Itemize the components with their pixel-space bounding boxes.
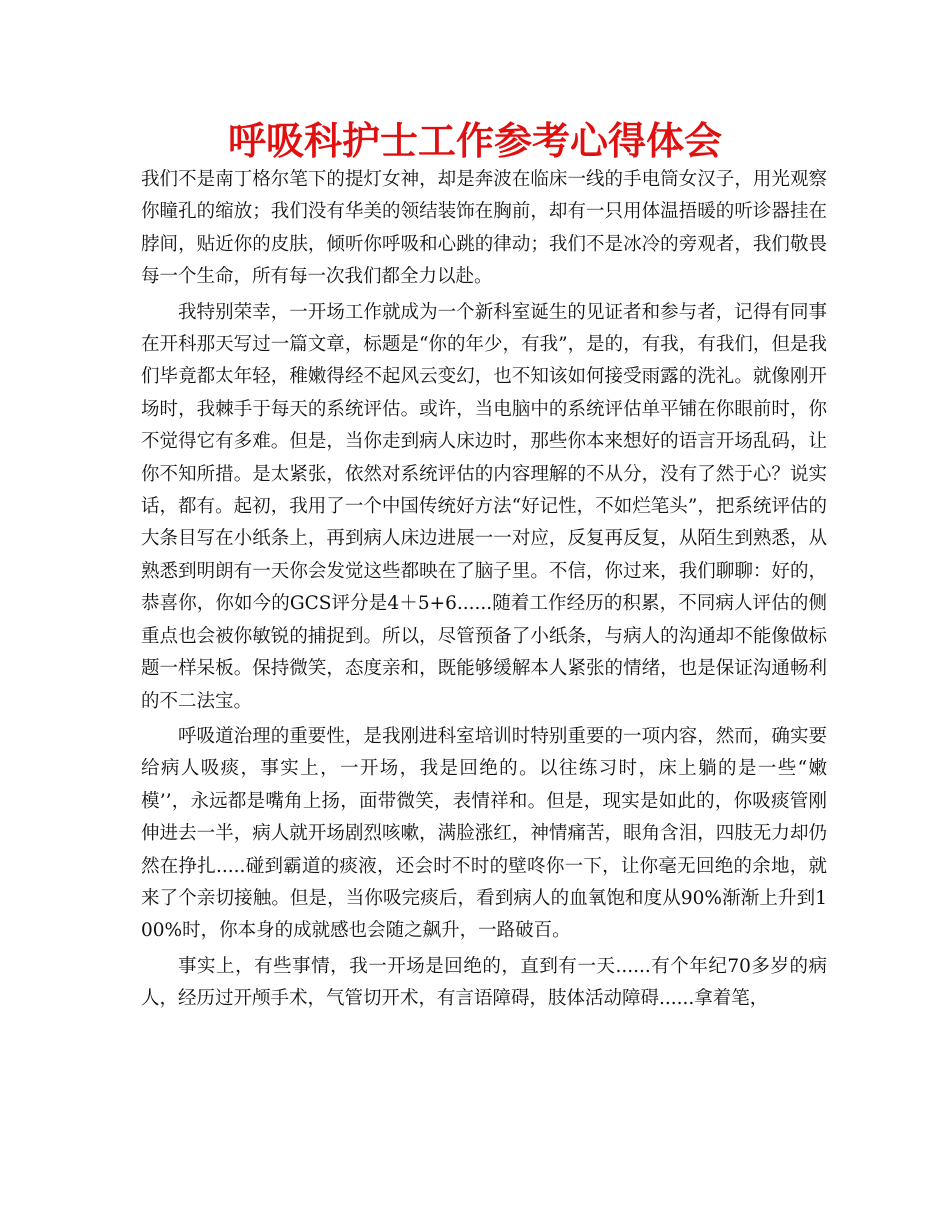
document-body [141,164,827,1019]
paragraph-3: 呼吸道治理的重要性，是我刚进科室培训时特别重要的一项内容，然而，确实要给病人吸痰，事实上，一开场，我是回绝的。以往练习时，床上躺的是一些“嫩模’’，永远都是嘴角上扬，面带微笑，表情祥和。但是，现实是如此的，你吸痰管刚伸进去一半，病人就开场剧烈咳嗽，满脸涨红，神情痛苦，眼角含泪，四肢无力却仍然在挣扎.....碰到霸道的痰液，还会时不时的壁咚你一下，让你毫无回绝的余地，就来了个亲切接触。但是，当你吸完痰后，看到病人的血氧饱和度从90%渐渐上升到100%时，你本身的成就感也会随之飙升，一路破百。 [141,725,828,942]
document-title: 呼吸科护士工作参考心得体会 [227,119,722,163]
paragraph-1: 我们不是南丁格尔笔下的提灯女神，却是奔波在临床一线的手电筒女汉子，用光观察你瞳孔的缩放；我们没有华美的领结装饰在胸前，却有一只用体温捂暖的听诊器挂在脖间，贴近你的皮肤，倾听你呼吸和心跳的律动；我们不是冰冷的旁观者，我们敬畏每一个生命，所有每一次我们都全力以赴。 [141,169,827,288]
paragraph-4: 事实上，有些事情，我一开场是回绝的，直到有一天......有个年纪70多岁的病人，经历过开颅手术，气管切开术，有言语障碍，肢体活动障碍......拿着笔， [141,955,827,1010]
paragraph-2: 我特别荣幸，一开场工作就成为一个新科室诞生的见证者和参与者，记得有同事在开科那天写过一篇文章，标题是“你的年少，有我”，是的，有我，有我们，但是我们毕竟都太年轻，稚嫩得经不起风云变幻，也不知该如何接受雨露的洗礼。就像刚开场时，我棘手于每天的系统评估。或许，当电脑中的系统评估单平铺在你眼前时，你不觉得它有多难。但是，当你走到病人床边时，那些你本来想好的语言开场乱码，让你不知所措。是太紧张，依然对系统评估的内容理解的不从分，没有了然于心？说实话，都有。起初，我用了一个中国传统好方法“好记性，不如烂笔头”，把系统评估的大条目写在小纸条上，再到病人床边进展一一对应，反复再反复，从陌生到熟悉，从熟悉到明朗有一天你会发觉这些都映在了脑子里。不信，你过来，我们聊聊：好的，恭喜你，你如今的GCS评分是4＋5+6......随着工作经历的积累，不同病人评估的侧重点也会被你敏锐的捕捉到。所以，尽管预备了小纸条，与病人的沟通却不能像做标题一样呆板。保持微笑，态度亲和，既能够缓解本人紧张的情绪，也是保证沟通畅利的不二法宝。 [141,301,827,712]
